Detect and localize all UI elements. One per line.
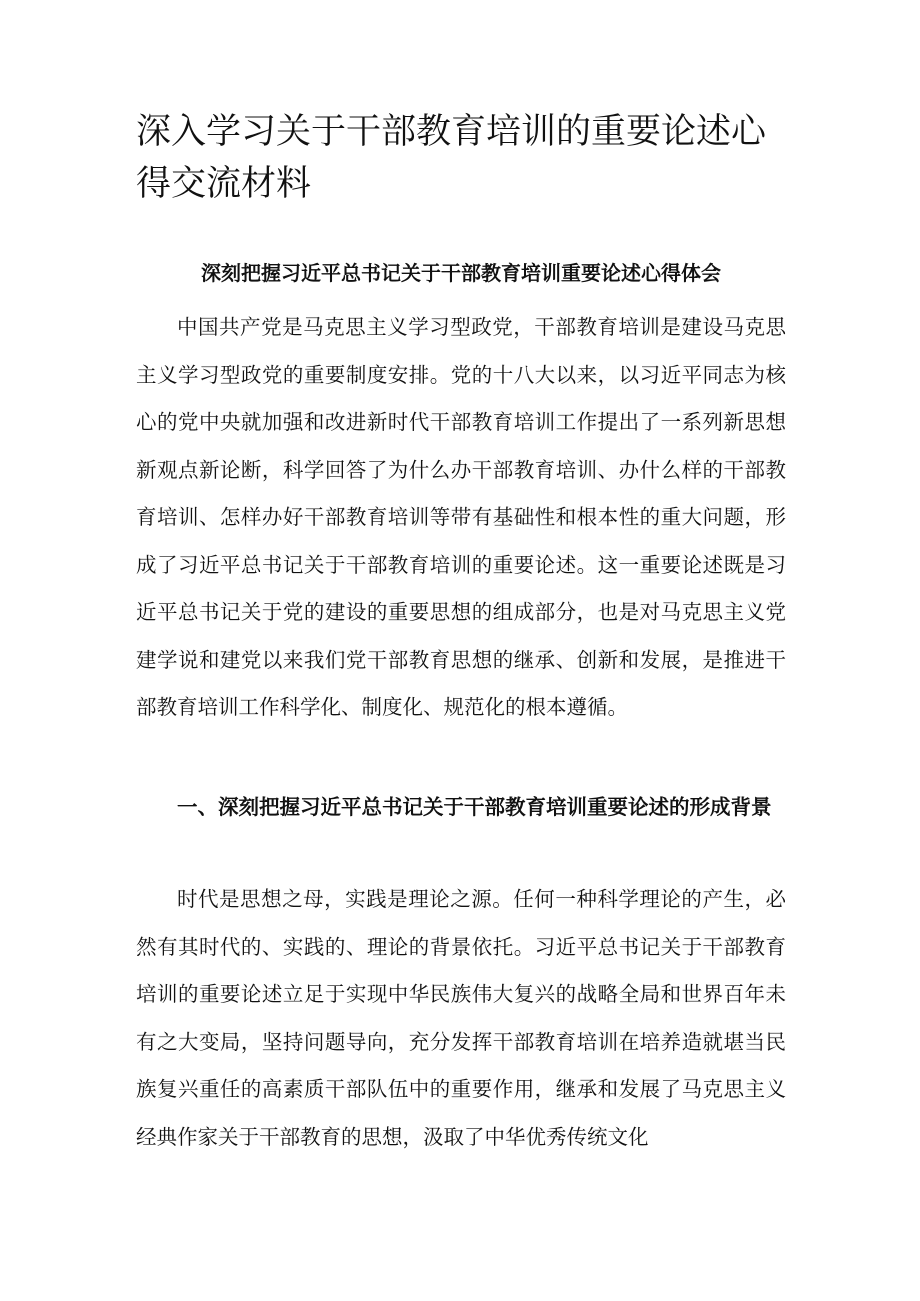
section-heading-1: 一、深刻把握习近平总书记关于干部教育培训重要论述的形成背景 — [177, 795, 772, 819]
document-title: 深入学习关于干部教育培训的重要论述心得交流材料 — [136, 112, 767, 204]
paragraph-intro: 中国共产党是马克思主义学习型政党，干部教育培训是建设马克思主义学习型政党的重要制度安排。党的十八大以来，以习近平同志为核心的党中央就加强和改进新时代干部教育培训工作提出了一系列新思想新观点新论断，科学回答了为什么办干部教育培训、办什么样的干部教育培训、怎样办好干部教育培训等带有基础性和根本性的重大问题，形成了习近平总书记关于干部教育培训的重要论述。这一重要论述既是习近平总书记关于党的建设的重要思想的组成部分，也是对马克思主义党建学说和建党以来我们党干部教育思想的继承、创新和发展，是推进干部教育培训工作科学化、制度化、规范化的根本遵循。 — [136, 315, 786, 719]
document-subtitle: 深刻把握习近平总书记关于干部教育培训重要论述心得体会 — [201, 261, 721, 285]
paragraph-section-1: 时代是思想之母，实践是理论之源。任何一种科学理论的产生，必然有其时代的、实践的、理论的背景依托。习近平总书记关于干部教育培训的重要论述立足于实现中华民族伟大复兴的战略全局和世界百年未有之大变局，坚持问题导向，充分发挥干部教育培训在培养造就堪当民族复兴重任的高素质干部队伍中的重要作用，继承和发展了马克思主义经典作家关于干部教育的思想，汲取了中华优秀传统文化 — [136, 887, 786, 1149]
